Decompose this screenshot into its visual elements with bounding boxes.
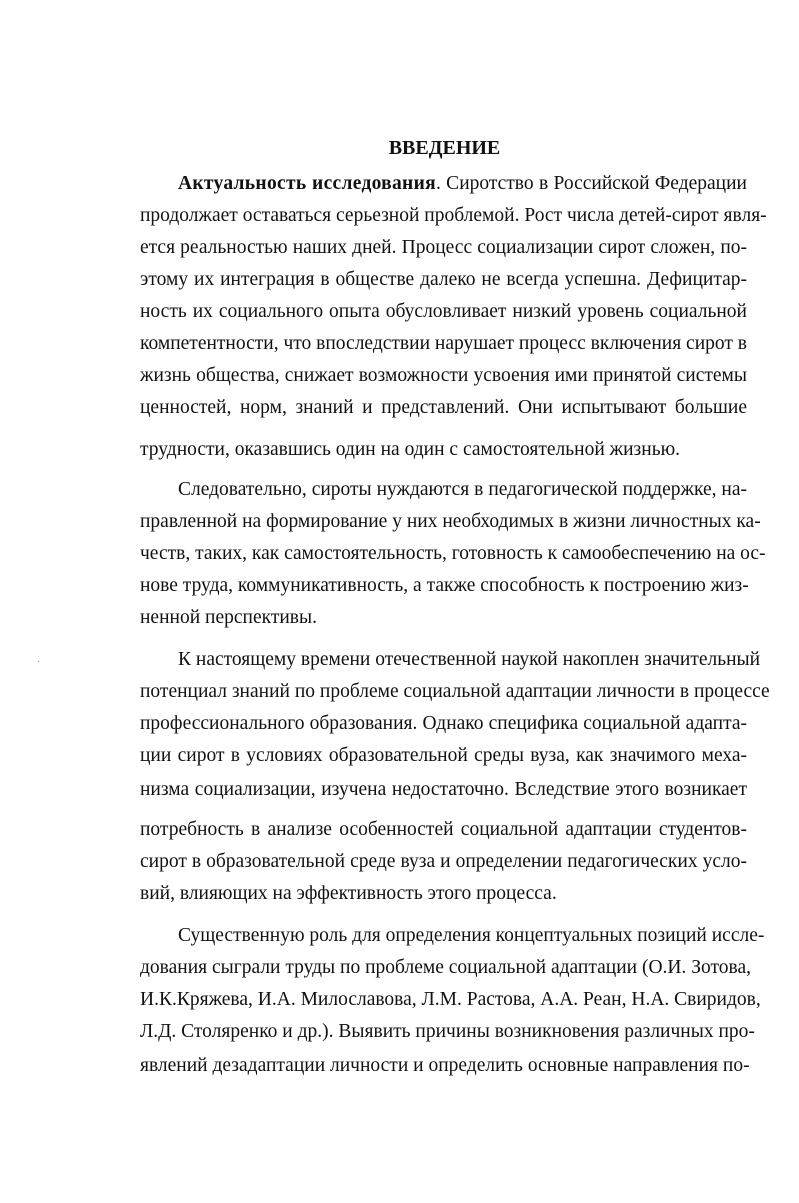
text-line: ненной перспективы. (140, 607, 317, 628)
text-line: Следовательно, сироты нуждаются в педагогической поддержке, на- (178, 479, 747, 500)
text-line: явлений дезадаптации личности и определить основные направления по- (140, 1055, 750, 1076)
text-line: компетентности, что впоследствии нарушает процесс включения сирот в (140, 333, 747, 354)
text-line: правленной на формирование у них необходимых в жизни личностных ка- (140, 511, 761, 532)
text-line: этому их интеграция в обществе далеко не всегда успешна. Дефицитар- (140, 269, 747, 290)
text-line: продолжает оставаться серьезной проблемой. Рост числа детей-сирот явля- (140, 205, 767, 226)
lead-rest: . Сиротство в Российской Федерации (435, 173, 747, 194)
text-line: потребность в анализе особенностей социальной адаптации студентов- (140, 819, 747, 840)
margin-mark: · (37, 657, 41, 668)
text-line: вий, влияющих на эффективность этого процесса. (140, 883, 557, 904)
lead-term: Актуальность исследования (178, 173, 436, 194)
text-line: дования сыграли труды по проблеме социальной адаптации (О.И. Зотова, (140, 957, 751, 978)
text-line: нове труда, коммуникативность, а также способность к построению жиз- (140, 575, 749, 596)
text-line: ценностей, норм, знаний и представлений. Они испытывают большие (140, 397, 747, 418)
page-title: ВВЕДЕНИЕ (388, 137, 501, 159)
text-line: потенциал знаний по проблеме социальной адаптации личности в процессе (140, 681, 770, 702)
text-line: ность их социального опыта обусловливает низкий уровень социальной (140, 301, 747, 322)
text-line: профессионального образования. Однако специфика социальной адапта- (140, 713, 747, 734)
text-line: Л.Д. Столяренко и др.). Выявить причины возникновения различных про- (140, 1021, 755, 1042)
text-line: честв, таких, как самостоятельность, готовность к самообеспечению на ос- (140, 543, 766, 564)
text-line: ется реальностью наших дней. Процесс социализации сирот сложен, по- (140, 237, 747, 258)
text-line: Существенную роль для определения концептуальных позиций иссле- (178, 925, 765, 946)
text-line (178, 171, 747, 197)
text-line: И.К.Кряжева, И.А. Милославова, Л.М. Растова, А.А. Реан, Н.А. Свиридов, (140, 989, 761, 1010)
text-line: ции сирот в условиях образовательной среды вуза, как значимого меха- (140, 745, 747, 766)
text-line: жизнь общества, снижает возможности усвоения ими принятой системы (140, 365, 747, 386)
text-line: трудности, оказавшись один на один с самостоятельной жизнью. (140, 439, 681, 460)
text-line: сирот в образовательной среде вуза и определении педагогических усло- (140, 851, 747, 872)
text-line: низма социализации, изучена недостаточно. Вследствие этого возникает (140, 779, 747, 800)
text-line: К настоящему времени отечественной наукой накоплен значительный (178, 649, 761, 670)
